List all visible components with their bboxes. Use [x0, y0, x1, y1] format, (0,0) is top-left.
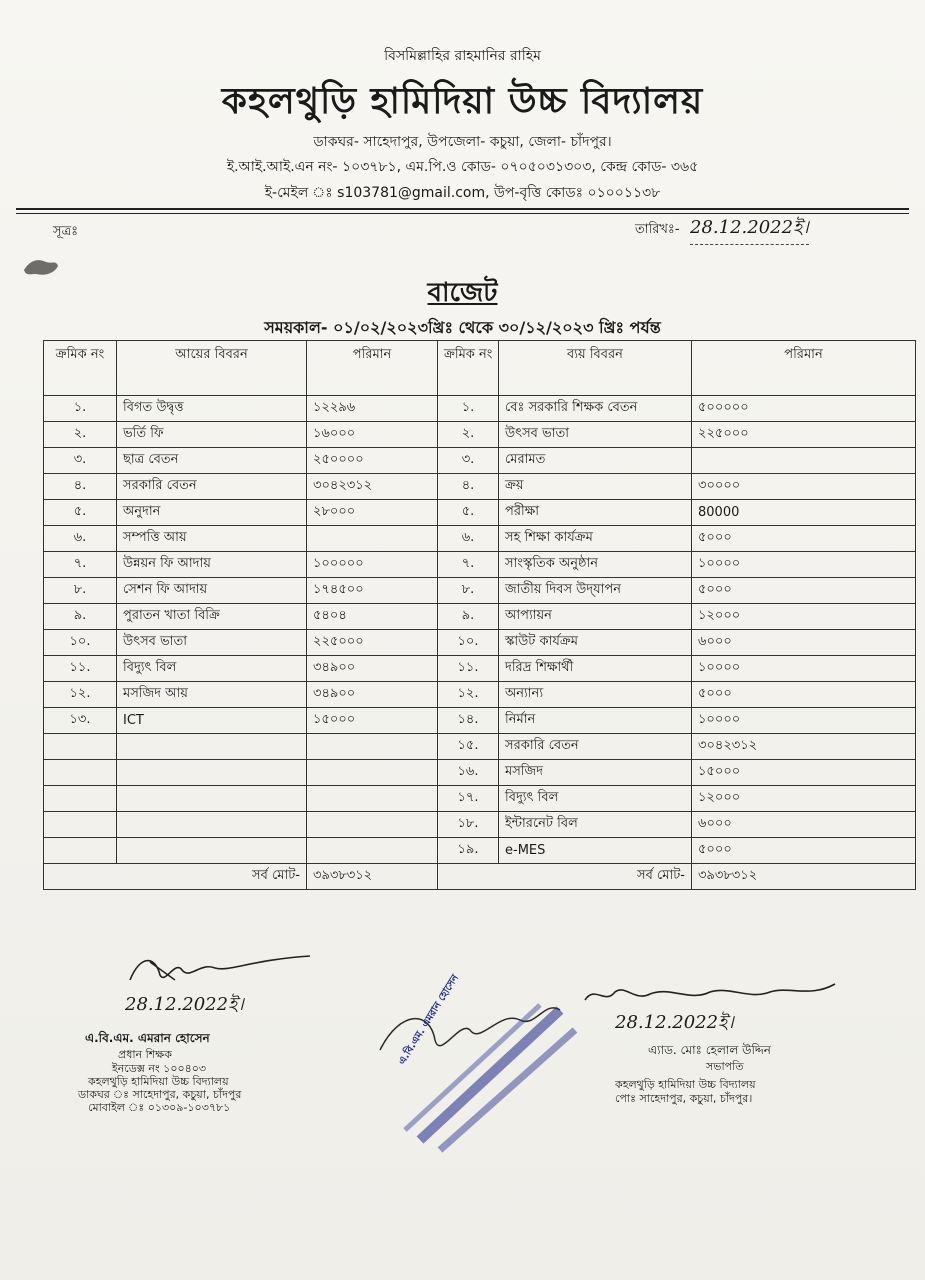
budget-table [43, 340, 916, 890]
expense-description: সরকারি বেতন [499, 734, 692, 760]
expense-serial: ১৮. [438, 812, 499, 838]
expense-amount: ২২৫০০০ [692, 422, 916, 448]
expense-description: জাতীয় দিবস উদ্‌যাপন [499, 578, 692, 604]
header-expense-amount: পরিমান [692, 341, 916, 396]
header-income-amount: পরিমান [307, 341, 438, 396]
income-serial [44, 734, 117, 760]
income-description: বিগত উদ্বৃত্ত [117, 396, 307, 422]
income-description: উৎসব ভাতা [117, 630, 307, 656]
expense-amount: ১২০০০ [692, 604, 916, 630]
chairman-signature [580, 980, 840, 1010]
expense-amount: ৫০০০০০ [692, 396, 916, 422]
header-expense-desc: ব্যয় বিবরন [499, 341, 692, 396]
expense-description: মসজিদ [499, 760, 692, 786]
income-serial [44, 812, 117, 838]
expense-amount: ৫০০০ [692, 578, 916, 604]
expense-serial: ৪. [438, 474, 499, 500]
income-serial: ৮. [44, 578, 117, 604]
table-row [44, 760, 916, 786]
income-amount: ১৬০০০ [307, 422, 438, 448]
income-description: সরকারি বেতন [117, 474, 307, 500]
expense-description: স্কাউট কার্যক্রম [499, 630, 692, 656]
income-amount [307, 812, 438, 838]
income-serial: ১০. [44, 630, 117, 656]
expense-amount: ১০০০০ [692, 656, 916, 682]
stamp-text: এ.বি.এম. এমরান হোসেন [396, 972, 462, 1067]
income-amount: ১৫০০০ [307, 708, 438, 734]
expense-description: ইন্টারনেট বিল [499, 812, 692, 838]
income-amount: ১৭৪৫০০ [307, 578, 438, 604]
expense-amount: 80000 [692, 500, 916, 526]
table-row [44, 786, 916, 812]
expense-amount: ৩০৪২৩১২ [692, 734, 916, 760]
table-row [44, 630, 916, 656]
table-row [44, 838, 916, 864]
expense-amount [692, 448, 916, 474]
total-row [44, 864, 916, 890]
income-serial [44, 760, 117, 786]
income-amount [307, 786, 438, 812]
expense-serial: ১৭. [438, 786, 499, 812]
table-row [44, 656, 916, 682]
income-serial: ৫. [44, 500, 117, 526]
table-row [44, 682, 916, 708]
table-row [44, 396, 916, 422]
income-description [117, 760, 307, 786]
income-amount: ২৫০০০০ [307, 448, 438, 474]
expense-description: মেরামত [499, 448, 692, 474]
income-amount: ১২২৯৬ [307, 396, 438, 422]
table-row [44, 604, 916, 630]
expense-description: বিদ্যুৎ বিল [499, 786, 692, 812]
chairman-name: এ্যাড. মোঃ হেলাল উদ্দিন [648, 1043, 771, 1057]
expense-total-value: ৩৯৩৮৩১২ [692, 864, 916, 890]
expense-amount: ৬০০০ [692, 630, 916, 656]
income-description: পুরাতন খাতা বিক্রি [117, 604, 307, 630]
expense-description: অন্যান্য [499, 682, 692, 708]
income-serial: ২. [44, 422, 117, 448]
expense-amount: ৬০০০ [692, 812, 916, 838]
headmaster-mobile: মোবাইল ঃ ০১৩০৯-১০৩৭৮১ [88, 1101, 231, 1114]
expense-amount: ৫০০০ [692, 682, 916, 708]
expense-serial: ৬. [438, 526, 499, 552]
expense-serial: ১. [438, 396, 499, 422]
income-serial: ১২. [44, 682, 117, 708]
official-stamp [360, 990, 590, 1160]
table-header-row [44, 341, 916, 396]
expense-amount: ৫০০০ [692, 838, 916, 864]
expense-amount: ১০০০০ [692, 552, 916, 578]
headmaster-sign-date: 28.12.2022ই। [125, 994, 244, 1015]
chairman-sign-date: 28.12.2022ই। [615, 1012, 734, 1033]
income-description [117, 838, 307, 864]
school-name: কহলথুড়ি হামিদিয়া উচ্চ বিদ্যালয় [221, 80, 704, 122]
address-line: ডাকঘর- সাহেদাপুর, উপজেলা- কচুয়া, জেলা- চাঁদপুর। [313, 134, 612, 150]
expense-amount: ১৫০০০ [692, 760, 916, 786]
income-description [117, 812, 307, 838]
codes-line: ই.আই.আই.এন নং- ১০৩৭৮১, এম.পি.ও কোড- ০৭০৫০৩১৩০৩, কেন্দ্র কোড- ৩৬৫ [226, 159, 699, 175]
expense-serial: ৩. [438, 448, 499, 474]
headmaster-signature [120, 950, 320, 990]
expense-total-label: সর্ব মোট- [438, 864, 692, 890]
expense-amount: ৫০০০ [692, 526, 916, 552]
table-row [44, 708, 916, 734]
date-value: 28.12.2022ই। [690, 213, 809, 245]
expense-description: আপ্যায়ন [499, 604, 692, 630]
income-amount [307, 838, 438, 864]
chairman-title: সভাপতি [706, 1060, 744, 1073]
income-amount: ৩০৪২৩১২ [307, 474, 438, 500]
table-row [44, 500, 916, 526]
table-row [44, 448, 916, 474]
expense-description: পরীক্ষা [499, 500, 692, 526]
expense-amount: ৩০০০০ [692, 474, 916, 500]
income-amount [307, 734, 438, 760]
expense-serial: ৮. [438, 578, 499, 604]
income-serial: ১১. [44, 656, 117, 682]
income-serial: ৩. [44, 448, 117, 474]
income-serial: ১৩. [44, 708, 117, 734]
expense-serial: ১৯. [438, 838, 499, 864]
budget-title: বাজেট [427, 278, 498, 308]
table-row [44, 812, 916, 838]
income-amount: ৩৪৯০০ [307, 656, 438, 682]
expense-amount: ১২০০০ [692, 786, 916, 812]
income-serial: ৭. [44, 552, 117, 578]
expense-description: e-MES [499, 838, 692, 864]
expense-serial: ১৪. [438, 708, 499, 734]
headmaster-post: ডাকঘর ঃ সাহেদাপুর, কচুয়া, চাঁদপুর [78, 1088, 242, 1101]
expense-amount: ১০০০০ [692, 708, 916, 734]
income-amount: ১০০০০০ [307, 552, 438, 578]
income-amount: ৫৪০৪ [307, 604, 438, 630]
expense-serial: ১০. [438, 630, 499, 656]
expense-description: নির্মান [499, 708, 692, 734]
income-serial: ১. [44, 396, 117, 422]
headmaster-title: প্রধান শিক্ষক [118, 1048, 172, 1061]
expense-serial: ১২. [438, 682, 499, 708]
header-divider-thick [16, 208, 909, 210]
income-description [117, 786, 307, 812]
income-amount: ২৮০০০ [307, 500, 438, 526]
income-description: মসজিদ আয় [117, 682, 307, 708]
header-income-desc: আয়ের বিবরন [117, 341, 307, 396]
expense-description: দরিদ্র শিক্ষার্থী [499, 656, 692, 682]
income-total-value: ৩৯৩৮৩১২ [307, 864, 438, 890]
expense-description: বেঃ সরকারি শিক্ষক বেতন [499, 396, 692, 422]
income-amount [307, 526, 438, 552]
table-row [44, 552, 916, 578]
header-serial: ক্রমিক নং [44, 341, 117, 396]
expense-description: ক্রয় [499, 474, 692, 500]
table-row [44, 734, 916, 760]
income-description: ছাত্র বেতন [117, 448, 307, 474]
chairman-school: কহলথুড়ি হামিদিয়া উচ্চ বিদ্যালয় [615, 1078, 756, 1091]
expense-serial: ১১. [438, 656, 499, 682]
table-row [44, 526, 916, 552]
income-description: ভর্তি ফি [117, 422, 307, 448]
bismillah-line: বিসমিল্লাহির রাহমানির রাহিম [384, 48, 541, 64]
income-description: উন্নয়ন ফি আদায় [117, 552, 307, 578]
expense-serial: ৭. [438, 552, 499, 578]
date-label: তারিখঃ- [635, 222, 680, 237]
table-row [44, 578, 916, 604]
budget-period: সময়কাল- ০১/০২/২০২৩খ্রিঃ থেকে ৩০/১২/২০২৩ খ্রিঃ পর্যন্ত [264, 318, 661, 337]
income-serial: ৯. [44, 604, 117, 630]
income-description: অনুদান [117, 500, 307, 526]
headmaster-index: ইনডেক্স নং ১০০৪০৩ [112, 1062, 207, 1075]
income-description [117, 734, 307, 760]
income-amount: ৩৪৯০০ [307, 682, 438, 708]
table-row [44, 422, 916, 448]
headmaster-name: এ.বি.এম. এমরান হোসেন [85, 1031, 210, 1045]
reference-label: সূত্রঃ [53, 224, 79, 239]
income-description: সেশন ফি আদায় [117, 578, 307, 604]
income-serial [44, 838, 117, 864]
income-description: সম্পত্তি আয় [117, 526, 307, 552]
headmaster-school: কহলথুড়ি হামিদিয়া উচ্চ বিদ্যালয় [88, 1075, 229, 1088]
header-serial-2: ক্রমিক নং [438, 341, 499, 396]
chairman-post: পোঃ সাহেদাপুর, কচুয়া, চাঁদপুর। [615, 1092, 753, 1105]
income-amount: ২২৫০০০ [307, 630, 438, 656]
expense-serial: ৯. [438, 604, 499, 630]
income-serial [44, 786, 117, 812]
income-total-label: সর্ব মোট- [44, 864, 307, 890]
income-serial: ৬. [44, 526, 117, 552]
expense-serial: ৫. [438, 500, 499, 526]
email-line: ই-মেইল ঃ s103781@gmail.com, উপ-বৃত্তি কোডঃ ০১০০১১৩৮ [264, 185, 661, 201]
expense-serial: ১৬. [438, 760, 499, 786]
expense-description: সহ শিক্ষা কার্যক্রম [499, 526, 692, 552]
income-serial: ৪. [44, 474, 117, 500]
income-description: ICT [117, 708, 307, 734]
expense-serial: ১৫. [438, 734, 499, 760]
expense-description: উৎসব ভাতা [499, 422, 692, 448]
table-row [44, 474, 916, 500]
expense-description: সাংস্কৃতিক অনুষ্ঠান [499, 552, 692, 578]
expense-serial: ২. [438, 422, 499, 448]
income-amount [307, 760, 438, 786]
income-description: বিদ্যুৎ বিল [117, 656, 307, 682]
